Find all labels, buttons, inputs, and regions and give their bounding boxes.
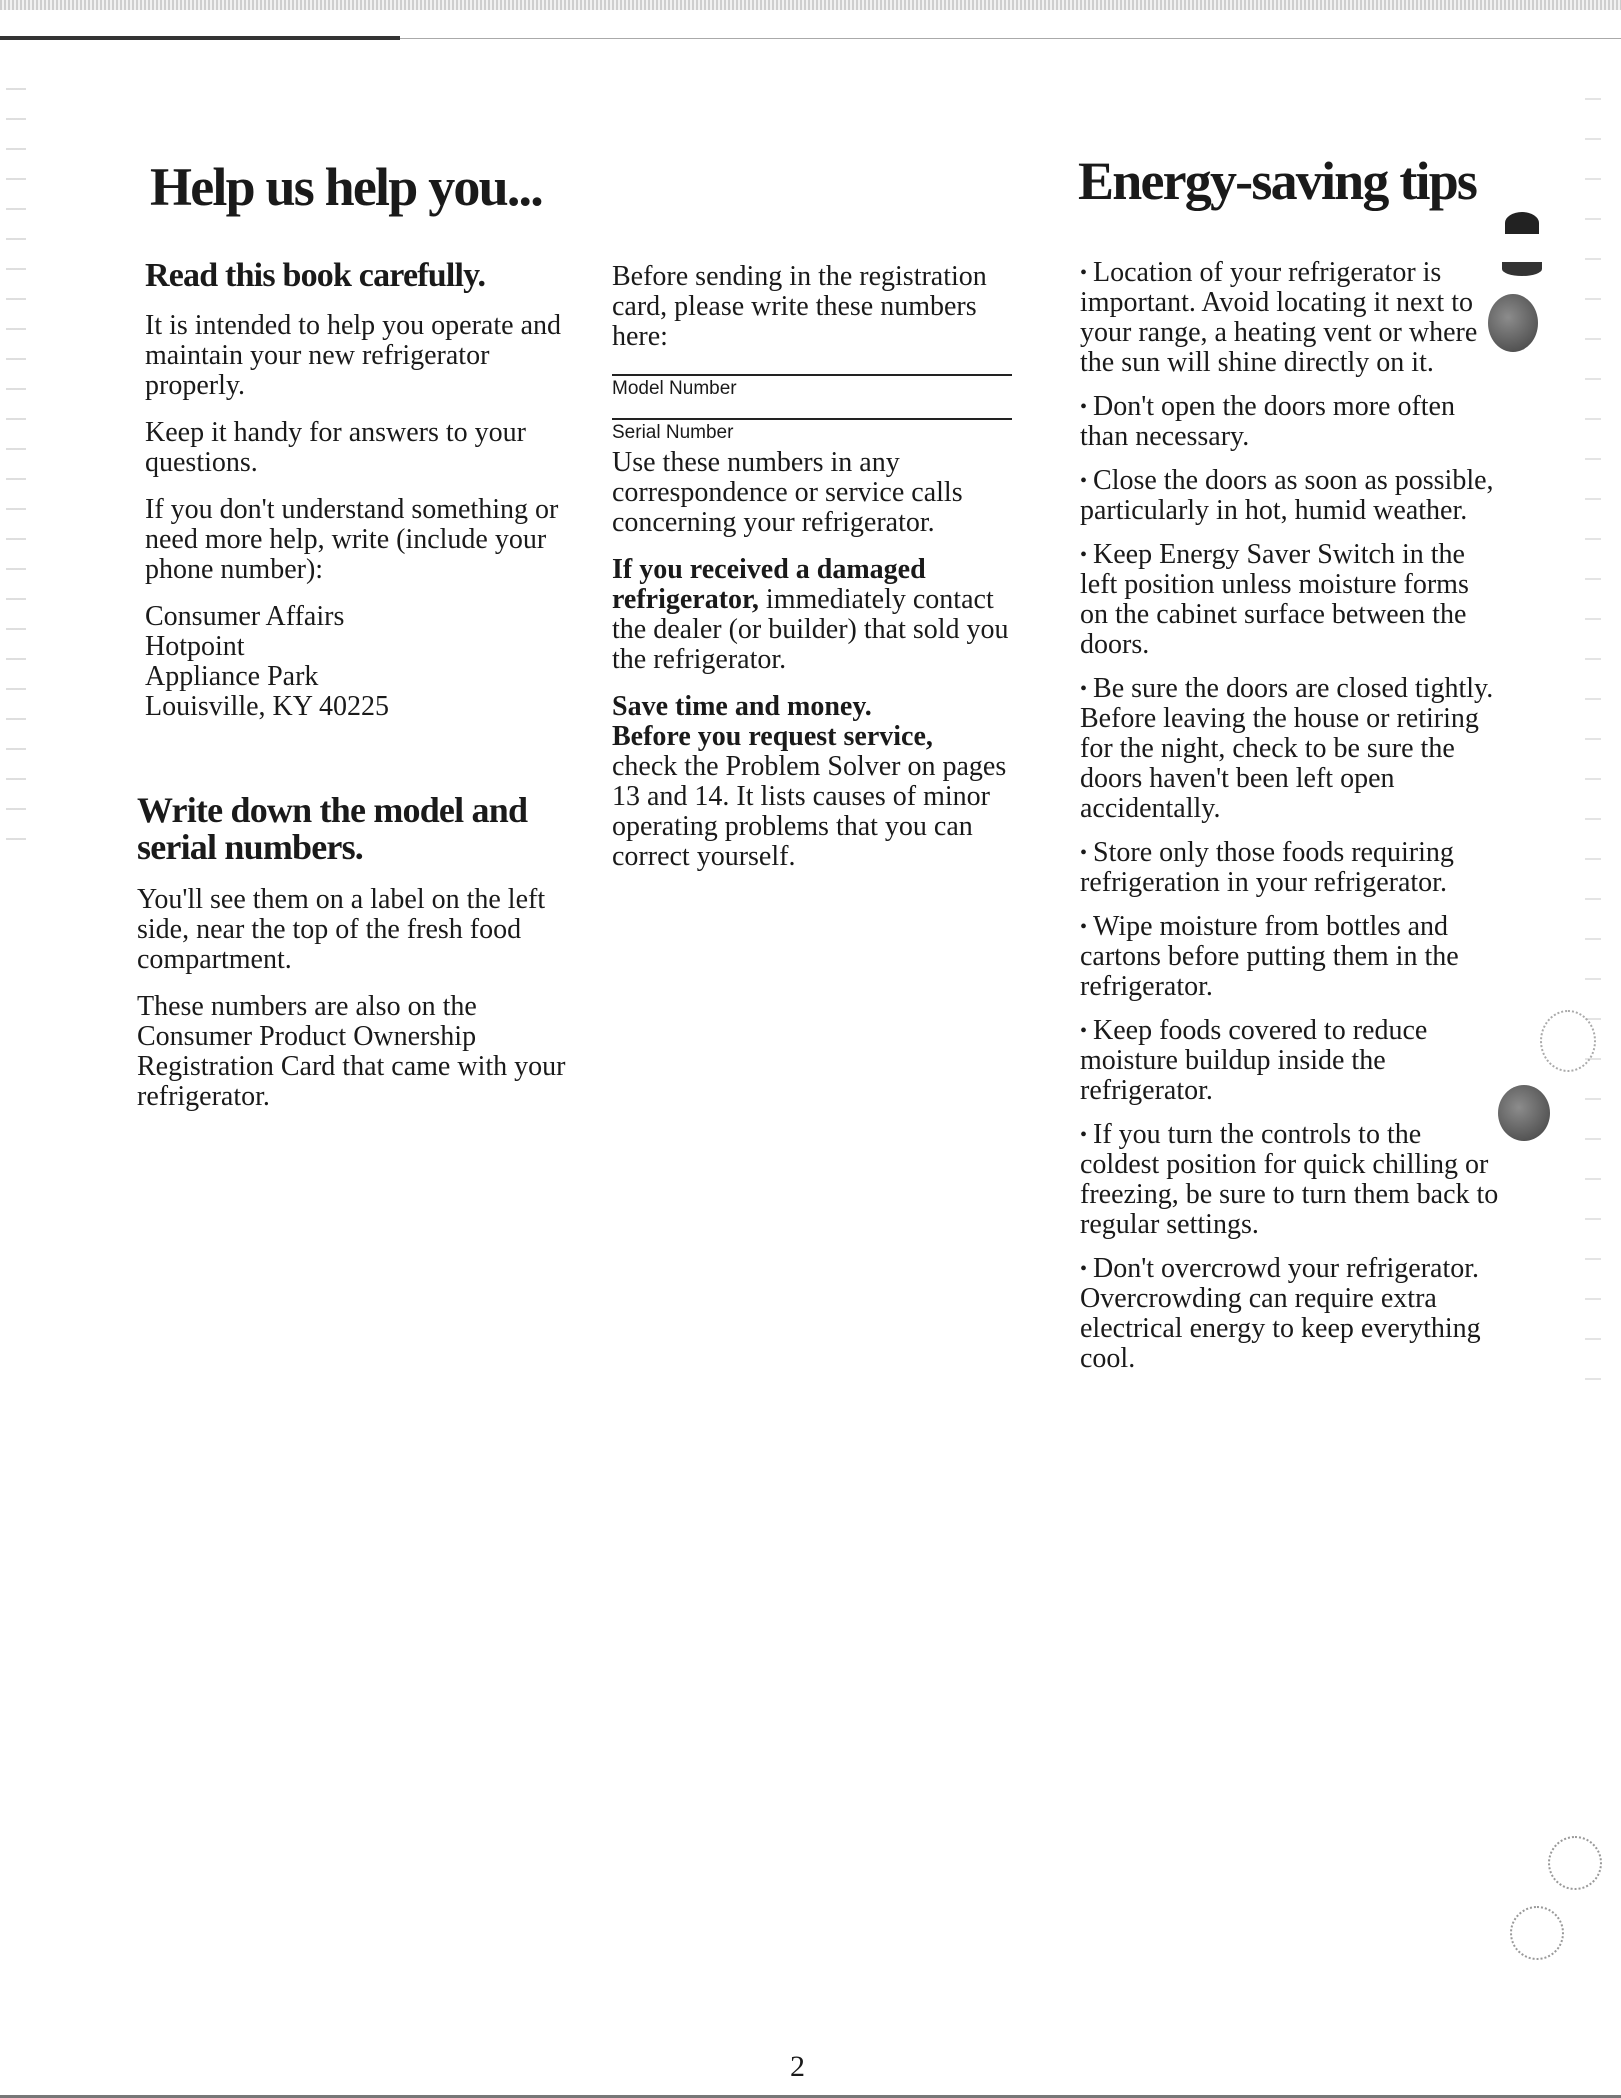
scan-edge-marks-left — [6, 60, 26, 860]
binder-hole — [1488, 294, 1538, 352]
middle-column — [612, 262, 1012, 889]
serial-number-line[interactable] — [612, 418, 1012, 444]
bullet-icon: • — [1080, 916, 1088, 938]
tip-text: Keep Energy Saver Switch in the left position unless moisture forms on the cabinet surface between the doors. — [1080, 539, 1469, 660]
tip-item — [1080, 912, 1500, 1002]
read-book-heading: Read this book carefully. — [145, 257, 486, 294]
tip-item — [1080, 838, 1500, 898]
scan-artifact — [1505, 212, 1539, 234]
request-service-bold: Before you request service, — [612, 721, 933, 752]
tip-text: Don't open the doors more often than necessary. — [1080, 391, 1455, 452]
model-number-line[interactable] — [612, 374, 1012, 400]
write-down-heading: Write down the model and serial numbers. — [137, 790, 528, 867]
right-column — [1080, 258, 1500, 1388]
scan-edge-marks-right — [1585, 60, 1601, 1400]
bullet-icon: • — [1080, 678, 1088, 700]
tip-text: Keep foods covered to reduce moisture buildup inside the refrigerator. — [1080, 1015, 1428, 1106]
read-book-text-2: Keep it handy for answers to your questions. — [145, 417, 527, 478]
read-book-text-1: It is intended to help you operate and maintain your new refrigerator properly. — [145, 310, 561, 401]
bullet-icon: • — [1080, 470, 1088, 492]
binder-hole — [1498, 1085, 1550, 1141]
damaged-paragraph — [612, 555, 1012, 675]
top-rule — [0, 36, 400, 40]
scan-artifact — [1548, 1836, 1602, 1890]
tip-item — [1080, 392, 1500, 452]
address-line: Louisville, KY 40225 — [145, 691, 389, 722]
problem-solver-text: check the Problem Solver on pages 13 and 14. It lists causes of minor operating problems that you can correct yourself. — [612, 751, 1007, 872]
tip-item — [1080, 466, 1500, 526]
tip-text: Wipe moisture from bottles and cartons before putting them in the refrigerator. — [1080, 911, 1459, 1002]
tip-item — [1080, 1120, 1500, 1240]
tip-text: Close the doors as soon as possible, particularly in hot, humid weather. — [1080, 465, 1494, 526]
save-time-paragraph — [612, 692, 1012, 872]
damaged-text: immediately contact the dealer (or builder) that sold you the refrigerator. — [612, 584, 1009, 675]
page-title-energy: Energy-saving tips — [1078, 151, 1477, 211]
bullet-icon: • — [1080, 842, 1088, 864]
tip-item — [1080, 1016, 1500, 1106]
scan-artifact — [1540, 1010, 1596, 1072]
page-title-help: Help us help you... — [150, 157, 542, 217]
damaged-bold: If you received a damaged refrigerator, — [612, 554, 926, 615]
tip-item — [1080, 540, 1500, 660]
energy-tips-list — [1080, 258, 1500, 1374]
address-line: Hotpoint — [145, 631, 245, 662]
bullet-icon: • — [1080, 1258, 1088, 1280]
bullet-icon: • — [1080, 1124, 1088, 1146]
registration-intro: Before sending in the registration card, please write these numbers here: — [612, 261, 987, 352]
write-down-section — [137, 792, 567, 1129]
use-numbers-text: Use these numbers in any correspondence or service calls concerning your refrigerator. — [612, 447, 963, 538]
scan-edge-noise — [0, 0, 1621, 10]
model-number-label: Model Number — [612, 378, 737, 399]
tip-item — [1080, 258, 1500, 378]
tip-text: Store only those foods requiring refrigeration in your refrigerator. — [1080, 837, 1454, 898]
bullet-icon: • — [1080, 396, 1088, 418]
tip-text: If you turn the controls to the coldest position for quick chilling or freezing, be sure to turn them back to regular settings. — [1080, 1119, 1499, 1240]
write-down-text-2: These numbers are also on the Consumer Product Ownership Registration Card that came with your refrigerator. — [137, 991, 566, 1112]
bullet-icon: • — [1080, 262, 1088, 284]
save-time-bold: Save time and money. — [612, 691, 872, 722]
scan-artifact — [1510, 1906, 1564, 1960]
tip-item — [1080, 1254, 1500, 1374]
address-line: Consumer Affairs — [145, 601, 345, 632]
write-down-text-1: You'll see them on a label on the left side, near the top of the fresh food compartment. — [137, 884, 546, 975]
tip-item — [1080, 674, 1500, 824]
scan-artifact — [1502, 262, 1542, 276]
tip-text: Don't overcrowd your refrigerator. Overcrowding can require extra electrical energy to keep everything cool. — [1080, 1253, 1481, 1374]
bullet-icon: • — [1080, 544, 1088, 566]
bullet-icon: • — [1080, 1020, 1088, 1042]
mailing-address — [145, 602, 585, 722]
serial-number-label: Serial Number — [612, 422, 734, 443]
read-book-text-3: If you don't understand something or need more help, write (include your phone number): — [145, 494, 559, 585]
tip-text: Location of your refrigerator is important. Avoid locating it next to your range, a heating vent or where the sun will shine directly on it. — [1080, 257, 1478, 378]
address-line: Appliance Park — [145, 661, 319, 692]
top-rule-thin — [400, 38, 1621, 39]
tip-text: Be sure the doors are closed tightly. Before leaving the house or retiring for the night, check to be sure the doors haven't been left open accidentally. — [1080, 673, 1494, 824]
page-number: 2 — [790, 2050, 805, 2083]
left-column — [145, 258, 585, 722]
